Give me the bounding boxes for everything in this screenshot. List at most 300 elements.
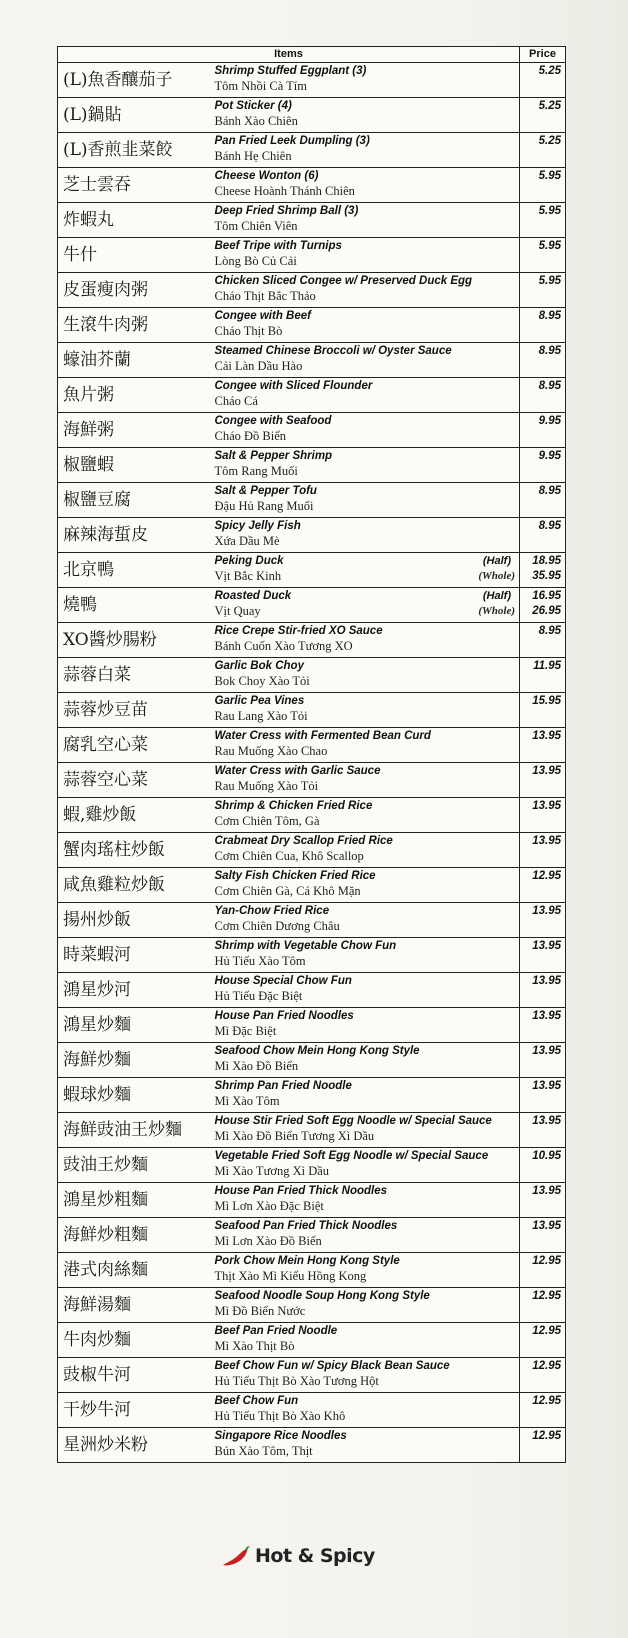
chinese-name: 牛什 bbox=[63, 245, 97, 265]
chinese-name: 鴻星炒麵 bbox=[63, 1015, 131, 1035]
price-cell bbox=[520, 553, 566, 588]
vietnamese-name-line bbox=[213, 813, 520, 829]
vietnamese-name-line bbox=[213, 393, 520, 409]
item-cell bbox=[213, 1393, 520, 1428]
chinese-name: 蝦,雞炒飯 bbox=[63, 805, 137, 825]
english-name-line bbox=[213, 693, 520, 708]
english-name-line bbox=[213, 833, 520, 848]
chinese-name: 海鮮炒麵 bbox=[63, 1050, 131, 1070]
menu-row bbox=[58, 1043, 566, 1078]
price-cell bbox=[520, 1183, 566, 1218]
menu-row bbox=[58, 1218, 566, 1253]
chinese-name-cell bbox=[58, 658, 213, 693]
menu-row bbox=[58, 133, 566, 168]
price-cell bbox=[520, 938, 566, 973]
price-value: 12.95 bbox=[532, 870, 561, 882]
english-name-line bbox=[213, 588, 520, 603]
price-value: 13.95 bbox=[532, 800, 561, 812]
vietnamese-name-line bbox=[213, 1443, 520, 1459]
price-value: 12.95 bbox=[532, 1255, 561, 1267]
vietnamese-name-line bbox=[213, 218, 520, 234]
item-cell bbox=[213, 1008, 520, 1043]
vietnamese-name-line bbox=[213, 1233, 520, 1249]
price-cell bbox=[520, 903, 566, 938]
english-name: Water Cress with Garlic Sauce bbox=[214, 765, 381, 777]
vietnamese-name: Cơm Chiên Cua, Khô Scallop bbox=[214, 849, 364, 863]
english-name-line bbox=[213, 658, 520, 673]
menu-row bbox=[58, 1253, 566, 1288]
english-name-line bbox=[213, 763, 520, 778]
english-name-line bbox=[213, 1113, 520, 1128]
vietnamese-name-line bbox=[213, 1338, 520, 1354]
price-value: 12.95 bbox=[532, 1325, 561, 1337]
chinese-name-cell bbox=[58, 1183, 213, 1218]
vietnamese-name-line bbox=[213, 253, 520, 269]
price-cell bbox=[520, 1323, 566, 1358]
price-value: 8.95 bbox=[538, 310, 561, 322]
vietnamese-name-line bbox=[213, 113, 520, 129]
chinese-name-cell bbox=[58, 1148, 213, 1183]
price-cell bbox=[520, 1008, 566, 1043]
price-value: 5.95 bbox=[538, 170, 561, 182]
english-name: Chicken Sliced Congee w/ Preserved Duck Egg bbox=[214, 275, 473, 287]
vietnamese-name: Xứa Dầu Mè bbox=[214, 534, 280, 548]
vietnamese-name-line bbox=[213, 708, 520, 724]
menu-row bbox=[58, 1008, 566, 1043]
english-name-line bbox=[213, 1428, 520, 1443]
menu-row bbox=[58, 903, 566, 938]
item-cell bbox=[213, 588, 520, 623]
vietnamese-name: Lòng Bò Củ Cải bbox=[214, 254, 297, 268]
menu-row bbox=[58, 63, 566, 98]
vietnamese-name-line bbox=[213, 288, 520, 304]
price-value: 5.95 bbox=[538, 240, 561, 252]
english-name: House Special Chow Fun bbox=[214, 975, 352, 987]
english-name-line bbox=[213, 1043, 520, 1058]
english-name: Salty Fish Chicken Fried Rice bbox=[214, 870, 376, 882]
chinese-name: (L)鍋貼 bbox=[63, 105, 122, 125]
item-cell bbox=[213, 553, 520, 588]
chinese-name: 時菜蝦河 bbox=[63, 945, 131, 965]
chinese-name-cell bbox=[58, 168, 213, 203]
chinese-name: XO醬炒腸粉 bbox=[63, 630, 157, 650]
chinese-name-cell bbox=[58, 203, 213, 238]
menu-row bbox=[58, 238, 566, 273]
chinese-name: 蟹肉瑤柱炒飯 bbox=[63, 840, 165, 860]
english-name-line bbox=[213, 413, 520, 428]
vietnamese-name-line bbox=[213, 533, 520, 549]
items-header: Items bbox=[58, 47, 520, 63]
chinese-name: 牛肉炒麵 bbox=[63, 1330, 131, 1350]
chinese-name-cell bbox=[58, 378, 213, 413]
chinese-name-cell bbox=[58, 553, 213, 588]
chinese-name: 蒜蓉白菜 bbox=[63, 665, 131, 685]
vietnamese-name: Bánh Hẹ Chiên bbox=[214, 149, 292, 163]
chinese-name-cell bbox=[58, 588, 213, 623]
vietnamese-name-line bbox=[213, 848, 520, 864]
price-value: 8.95 bbox=[538, 345, 561, 357]
price-cell bbox=[520, 1113, 566, 1148]
english-name-line bbox=[213, 98, 520, 113]
item-cell bbox=[213, 693, 520, 728]
chinese-name-cell bbox=[58, 1113, 213, 1148]
vietnamese-name: Cháo Cá bbox=[214, 394, 258, 408]
english-name: Seafood Pan Fried Thick Noodles bbox=[214, 1220, 398, 1232]
english-name: Shrimp & Chicken Fried Rice bbox=[214, 800, 373, 812]
chinese-name: 港式肉絲麵 bbox=[63, 1260, 148, 1280]
item-cell bbox=[213, 1113, 520, 1148]
english-name: Pot Sticker (4) bbox=[214, 100, 292, 112]
chinese-name: 干炒牛河 bbox=[63, 1400, 131, 1420]
price-cell bbox=[520, 1428, 566, 1463]
price-cell bbox=[520, 1148, 566, 1183]
english-name: Garlic Pea Vines bbox=[214, 695, 305, 707]
menu-table bbox=[57, 46, 566, 1463]
price-cell bbox=[520, 1253, 566, 1288]
item-cell bbox=[213, 98, 520, 133]
chinese-name: 生滾牛肉粥 bbox=[63, 315, 148, 335]
menu-header-row bbox=[58, 47, 566, 63]
price-value: 5.25 bbox=[538, 135, 561, 147]
price-cell bbox=[520, 378, 566, 413]
price-value: 11.95 bbox=[533, 660, 561, 672]
item-cell bbox=[213, 623, 520, 658]
item-cell bbox=[213, 273, 520, 308]
english-name: Beef Chow Fun bbox=[214, 1395, 299, 1407]
vietnamese-name: Mì Đồ Biển Nước bbox=[214, 1304, 306, 1318]
item-cell bbox=[213, 168, 520, 203]
chinese-name: (L)魚香釀茄子 bbox=[63, 70, 173, 90]
english-name: Seafood Noodle Soup Hong Kong Style bbox=[214, 1290, 430, 1302]
chinese-name-cell bbox=[58, 728, 213, 763]
vietnamese-name: Vịt Bắc Kinh bbox=[214, 569, 282, 583]
item-cell bbox=[213, 1323, 520, 1358]
vietnamese-name-line bbox=[213, 148, 520, 164]
vietnamese-name-line bbox=[213, 1163, 520, 1179]
item-cell bbox=[213, 308, 520, 343]
item-cell bbox=[213, 203, 520, 238]
item-cell bbox=[213, 868, 520, 903]
vietnamese-name: Mì Lơn Xào Đồ Biển bbox=[214, 1234, 322, 1248]
price-value: 12.95 bbox=[532, 1430, 561, 1442]
price-cell bbox=[520, 623, 566, 658]
item-cell bbox=[213, 833, 520, 868]
chinese-name-cell bbox=[58, 903, 213, 938]
item-cell bbox=[213, 798, 520, 833]
price-value: 13.95 bbox=[532, 905, 561, 917]
price-value: 15.95 bbox=[532, 695, 561, 707]
chinese-name-cell bbox=[58, 1288, 213, 1323]
english-name: Cheese Wonton (6) bbox=[214, 170, 319, 182]
english-name-line bbox=[213, 973, 520, 988]
english-name: Rice Crepe Stir-fried XO Sauce bbox=[214, 625, 383, 637]
price-cell bbox=[520, 763, 566, 798]
item-cell bbox=[213, 938, 520, 973]
chinese-name-cell bbox=[58, 483, 213, 518]
menu-row bbox=[58, 1183, 566, 1218]
chinese-name-cell bbox=[58, 833, 213, 868]
chinese-name-cell bbox=[58, 98, 213, 133]
chinese-name-cell bbox=[58, 1323, 213, 1358]
vietnamese-name-line bbox=[213, 358, 520, 374]
english-name-line bbox=[213, 623, 520, 638]
vietnamese-name: Cơm Chiên Gà, Cá Khô Mặn bbox=[214, 884, 361, 898]
chinese-name-cell bbox=[58, 763, 213, 798]
english-name: Peking Duck bbox=[214, 555, 284, 567]
price-cell bbox=[520, 1043, 566, 1078]
menu-row bbox=[58, 973, 566, 1008]
item-cell bbox=[213, 1428, 520, 1463]
price-cell bbox=[520, 1218, 566, 1253]
price-value: 13.95 bbox=[532, 975, 561, 987]
vietnamese-name: Hủ Tiếu Thịt Bò Xào Khô bbox=[214, 1409, 346, 1423]
vietnamese-name-line bbox=[213, 323, 520, 339]
chinese-name: 鴻星炒河 bbox=[63, 980, 131, 1000]
vietnamese-name-line bbox=[213, 988, 520, 1004]
price-cell bbox=[520, 868, 566, 903]
item-cell bbox=[213, 63, 520, 98]
english-name: Pan Fried Leek Dumpling (3) bbox=[214, 135, 370, 147]
english-name-line bbox=[213, 343, 520, 358]
menu-row bbox=[58, 1148, 566, 1183]
menu-row bbox=[58, 763, 566, 798]
chinese-name: 星洲炒米粉 bbox=[63, 1435, 148, 1455]
price-cell bbox=[520, 413, 566, 448]
english-name-line bbox=[213, 133, 520, 148]
vietnamese-name-line bbox=[213, 603, 520, 619]
chinese-name-cell bbox=[58, 308, 213, 343]
vietnamese-name-line bbox=[213, 883, 520, 899]
chinese-name: 海鮮粥 bbox=[63, 420, 114, 440]
item-cell bbox=[213, 1078, 520, 1113]
item-cell bbox=[213, 763, 520, 798]
chinese-name-cell bbox=[58, 868, 213, 903]
chinese-name-cell bbox=[58, 413, 213, 448]
price-value: 13.95 bbox=[532, 1045, 561, 1057]
vietnamese-name-line bbox=[213, 673, 520, 689]
english-name-line bbox=[213, 518, 520, 533]
english-name: Roasted Duck bbox=[214, 590, 292, 602]
vietnamese-name-line bbox=[213, 568, 520, 584]
item-cell bbox=[213, 728, 520, 763]
menu-row bbox=[58, 693, 566, 728]
english-name-line bbox=[213, 1008, 520, 1023]
english-name-line bbox=[213, 1358, 520, 1373]
chinese-name-cell bbox=[58, 693, 213, 728]
english-name: Spicy Jelly Fish bbox=[214, 520, 301, 532]
english-name-line bbox=[213, 1078, 520, 1093]
vietnamese-name-line bbox=[213, 778, 520, 794]
item-cell bbox=[213, 1218, 520, 1253]
vietnamese-name-line bbox=[213, 638, 520, 654]
price-value: 12.95 bbox=[532, 1395, 561, 1407]
item-cell bbox=[213, 1183, 520, 1218]
chinese-name-cell bbox=[58, 1008, 213, 1043]
vietnamese-name-line bbox=[213, 953, 520, 969]
price-value: 13.95 bbox=[532, 730, 561, 742]
english-name: Seafood Chow Mein Hong Kong Style bbox=[214, 1045, 420, 1057]
chinese-name-cell bbox=[58, 343, 213, 378]
english-name: Congee with Beef bbox=[214, 310, 311, 322]
price-value: 13.95 bbox=[532, 765, 561, 777]
vietnamese-name: Cháo Đồ Biển bbox=[214, 429, 287, 443]
menu-row bbox=[58, 413, 566, 448]
chinese-name: 豉椒牛河 bbox=[63, 1365, 131, 1385]
vietnamese-name: Mì Xào Tôm bbox=[214, 1094, 280, 1108]
price-value: 26.95 bbox=[532, 605, 561, 617]
item-cell bbox=[213, 1288, 520, 1323]
vietnamese-name: Cải Làn Dầu Hào bbox=[214, 359, 303, 373]
price-value: 9.95 bbox=[538, 415, 561, 427]
price-cell bbox=[520, 728, 566, 763]
vietnamese-name-line bbox=[213, 1093, 520, 1109]
price-value: 13.95 bbox=[532, 835, 561, 847]
english-name-line bbox=[213, 1288, 520, 1303]
menu-row bbox=[58, 343, 566, 378]
menu-row bbox=[58, 518, 566, 553]
item-cell bbox=[213, 133, 520, 168]
chinese-name: 腐乳空心菜 bbox=[63, 735, 148, 755]
menu-row bbox=[58, 273, 566, 308]
english-name-line bbox=[213, 308, 520, 323]
item-cell bbox=[213, 903, 520, 938]
chinese-name: 椒鹽蝦 bbox=[63, 455, 114, 475]
price-value: 16.95 bbox=[532, 590, 561, 602]
vietnamese-name-line bbox=[213, 498, 520, 514]
menu-row bbox=[58, 1358, 566, 1393]
price-cell bbox=[520, 658, 566, 693]
chinese-name-cell bbox=[58, 623, 213, 658]
price-cell bbox=[520, 203, 566, 238]
vietnamese-name: Mì Xào Thịt Bò bbox=[214, 1339, 295, 1353]
menu-row bbox=[58, 1323, 566, 1358]
chinese-name: 燒鴨 bbox=[63, 595, 97, 615]
chinese-name: 咸魚雞粒炒飯 bbox=[63, 875, 165, 895]
price-value: 10.95 bbox=[532, 1150, 561, 1162]
menu-row bbox=[58, 378, 566, 413]
chinese-name: 海鮮湯麵 bbox=[63, 1295, 131, 1315]
chinese-name: 芝士雲吞 bbox=[63, 175, 131, 195]
english-name-line bbox=[213, 483, 520, 498]
price-cell bbox=[520, 483, 566, 518]
price-value: 35.95 bbox=[532, 570, 561, 582]
price-value: 12.95 bbox=[532, 1360, 561, 1372]
english-name: House Stir Fried Soft Egg Noodle w/ Special Sauce bbox=[214, 1115, 492, 1127]
english-name-line bbox=[213, 553, 520, 568]
english-name-line bbox=[213, 273, 520, 288]
vietnamese-name-line bbox=[213, 1198, 520, 1214]
menu-row bbox=[58, 98, 566, 133]
price-value: 13.95 bbox=[532, 1010, 561, 1022]
vietnamese-name: Mì Đặc Biệt bbox=[214, 1024, 277, 1038]
chinese-name: (L)香煎韭菜餃 bbox=[63, 140, 173, 160]
english-name-line bbox=[213, 378, 520, 393]
price-cell bbox=[520, 798, 566, 833]
chinese-name-cell bbox=[58, 273, 213, 308]
price-value: 8.95 bbox=[538, 625, 561, 637]
english-name-line bbox=[213, 238, 520, 253]
price-cell bbox=[520, 343, 566, 378]
menu-row bbox=[58, 623, 566, 658]
item-cell bbox=[213, 413, 520, 448]
menu-row bbox=[58, 553, 566, 588]
price-cell bbox=[520, 1288, 566, 1323]
english-name: Singapore Rice Noodles bbox=[214, 1430, 347, 1442]
english-name: Garlic Bok Choy bbox=[214, 660, 304, 672]
price-value: 8.95 bbox=[538, 520, 561, 532]
price-cell bbox=[520, 693, 566, 728]
english-name-line bbox=[213, 203, 520, 218]
menu-row bbox=[58, 728, 566, 763]
price-value: 18.95 bbox=[532, 555, 561, 567]
chinese-name-cell bbox=[58, 1043, 213, 1078]
price-cell bbox=[520, 1393, 566, 1428]
chinese-name: 海鮮炒粗麵 bbox=[63, 1225, 148, 1245]
chinese-name: 豉油王炒麵 bbox=[63, 1155, 148, 1175]
chinese-name: 鴻星炒粗麵 bbox=[63, 1190, 148, 1210]
vietnamese-name-line bbox=[213, 1058, 520, 1074]
price-cell bbox=[520, 973, 566, 1008]
vietnamese-name-line bbox=[213, 1268, 520, 1284]
vietnamese-name: Hủ Tiếu Đặc Biệt bbox=[214, 989, 303, 1003]
vietnamese-name-line bbox=[213, 1408, 520, 1424]
english-name: Salt & Pepper Tofu bbox=[214, 485, 317, 497]
item-cell bbox=[213, 238, 520, 273]
vietnamese-name: Bánh Xào Chiên bbox=[214, 114, 298, 128]
chinese-name-cell bbox=[58, 1078, 213, 1113]
chinese-name: 蝦球炒麵 bbox=[63, 1085, 131, 1105]
menu-row bbox=[58, 203, 566, 238]
price-value: 5.95 bbox=[538, 275, 561, 287]
vietnamese-name: Cheese Hoành Thánh Chiên bbox=[214, 184, 355, 198]
english-name-line bbox=[213, 448, 520, 463]
chinese-name-cell bbox=[58, 1428, 213, 1463]
price-header: Price bbox=[520, 47, 566, 63]
vietnamese-name: Tôm Rang Muối bbox=[214, 464, 298, 478]
vietnamese-name-line bbox=[213, 1373, 520, 1389]
english-name: Beef Chow Fun w/ Spicy Black Bean Sauce bbox=[214, 1360, 450, 1372]
vietnamese-name-line bbox=[213, 1303, 520, 1319]
chinese-name-cell bbox=[58, 448, 213, 483]
item-cell bbox=[213, 378, 520, 413]
vietnamese-name: Đậu Hủ Rang Muối bbox=[214, 499, 314, 513]
price-value: 8.95 bbox=[538, 380, 561, 392]
english-name-line bbox=[213, 1393, 520, 1408]
vietnamese-name: Cơm Chiên Tôm, Gà bbox=[214, 814, 320, 828]
vietnamese-name-line bbox=[213, 918, 520, 934]
menu-row bbox=[58, 868, 566, 903]
price-cell bbox=[520, 518, 566, 553]
price-cell bbox=[520, 1078, 566, 1113]
item-cell bbox=[213, 1358, 520, 1393]
price-value: 8.95 bbox=[538, 485, 561, 497]
vietnamese-name: Vịt Quay bbox=[214, 604, 261, 618]
vietnamese-name: Rau Muống Xào Tỏi bbox=[214, 779, 319, 793]
english-name: Crabmeat Dry Scallop Fried Rice bbox=[214, 835, 393, 847]
vietnamese-name: Mì Xào Đồ Biển Tương Xì Dầu bbox=[214, 1129, 375, 1143]
chinese-name: 蠔油芥蘭 bbox=[63, 350, 131, 370]
menu-row bbox=[58, 1428, 566, 1463]
menu-row bbox=[58, 833, 566, 868]
english-name-line bbox=[213, 798, 520, 813]
english-name: Steamed Chinese Broccoli w/ Oyster Sauce bbox=[214, 345, 452, 357]
english-name-line bbox=[213, 168, 520, 183]
price-cell bbox=[520, 238, 566, 273]
english-name-line bbox=[213, 938, 520, 953]
menu-row bbox=[58, 483, 566, 518]
english-name-line bbox=[213, 1183, 520, 1198]
portion-label: (Half) bbox=[482, 555, 511, 567]
